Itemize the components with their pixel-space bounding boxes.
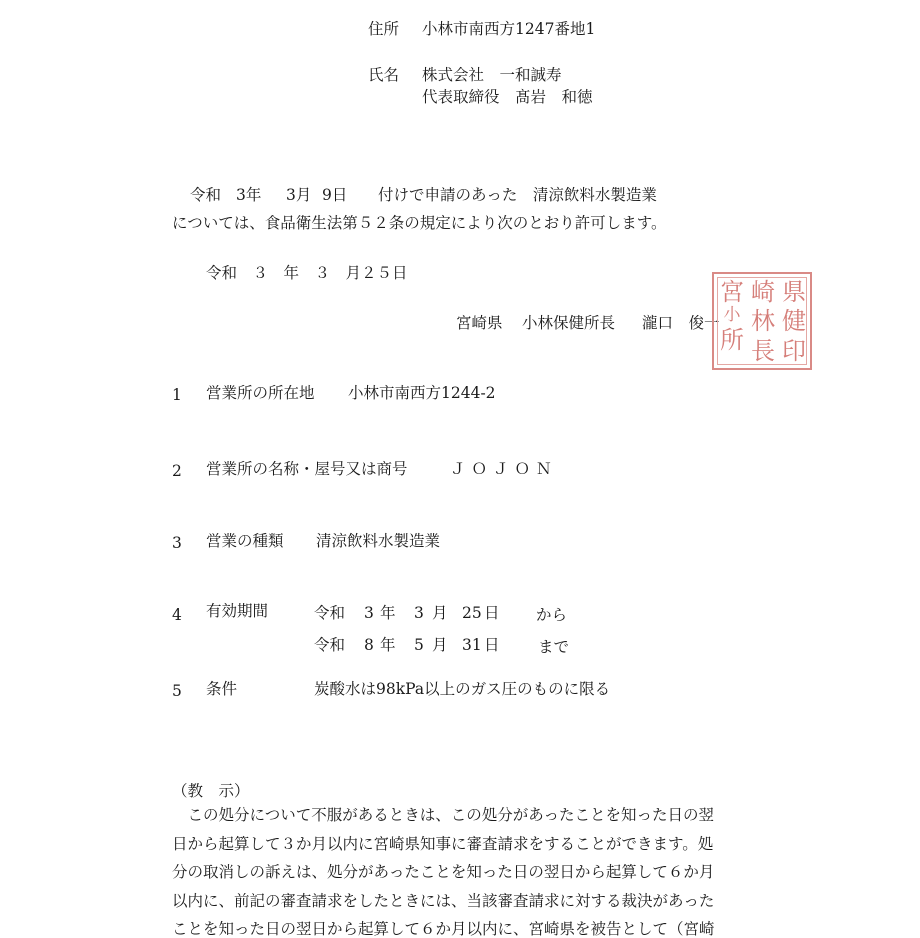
item-label: 営業所の所在地	[206, 384, 315, 402]
seal-char: 小	[723, 305, 741, 326]
notice-line: 以内に、前記の審査請求をしたときには、当該審査請求に対する裁決があった	[172, 891, 715, 910]
to-month-unit: 月	[432, 636, 448, 654]
name-label: 氏名	[368, 66, 400, 84]
seal-char: 所	[720, 326, 744, 354]
item-number: 4	[172, 606, 182, 624]
seal-char: 健	[782, 307, 806, 336]
item-number: 2	[172, 462, 182, 480]
seal-char: 宮	[720, 278, 744, 306]
application-month: 3月	[286, 186, 312, 204]
to-era: 令和	[314, 636, 346, 654]
item-number: 5	[172, 682, 182, 700]
from-day-unit: 日	[484, 604, 500, 622]
address-label: 住所	[368, 20, 400, 38]
to-suffix: まで	[538, 638, 570, 656]
item-number: 1	[172, 386, 182, 404]
application-year: 3年	[236, 186, 262, 204]
item-label: 有効期間	[206, 602, 269, 620]
from-month: 3	[414, 604, 424, 622]
to-day-unit: 日	[484, 636, 500, 654]
to-year: 8	[364, 636, 374, 654]
item-value: 小林市南西方1244-2	[348, 384, 496, 402]
notice-heading: （教 示）	[172, 782, 250, 800]
to-year-unit: 年	[380, 636, 396, 654]
notice-body	[172, 808, 772, 938]
seal-char: 長	[751, 336, 775, 365]
issuer-org: 宮崎県	[456, 314, 503, 332]
issue-date: 令和 ３ 年 ３ 月２５日	[206, 264, 408, 282]
issuer-name: 瀧口 俊一	[642, 314, 720, 332]
to-day: 31	[462, 636, 482, 654]
from-year-unit: 年	[380, 604, 396, 622]
address-value: 小林市南西方1247番地1	[422, 20, 596, 38]
notice-line: この処分について不服があるときは、この処分があったことを知った日の翌	[172, 806, 715, 824]
application-era: 令和	[190, 186, 222, 204]
from-day: 25	[462, 604, 482, 622]
item-value: ＪＯＪＯＮ	[450, 460, 558, 478]
item-value: 炭酸水は98kPa以上のガス圧のものに限る	[314, 680, 611, 698]
application-text-line2: については、食品衛生法第５２条の規定により次のとおり許可します。	[172, 214, 667, 232]
from-era: 令和	[314, 604, 346, 622]
seal-char: 県	[782, 278, 806, 306]
item-label: 条件	[206, 680, 238, 698]
application-text: 付けで申請のあった 清涼飲料水製造業	[378, 186, 657, 204]
from-suffix: から	[536, 606, 568, 624]
seal-char: 印	[782, 336, 806, 365]
item-value: 清涼飲料水製造業	[316, 532, 441, 550]
from-year: 3	[364, 604, 374, 622]
notice-line: 分の取消しの訴えは、処分があったことを知った日の翌日から起算して６か月	[172, 863, 715, 881]
item-number: 3	[172, 534, 182, 552]
application-day: 9日	[322, 186, 348, 204]
seal-char: 林	[751, 307, 775, 336]
company-name: 株式会社 一和誠寿	[422, 66, 562, 84]
official-seal-stamp	[712, 272, 812, 370]
representative-name: 代表取締役 髙岩 和徳	[422, 88, 593, 106]
item-label: 営業の種類	[206, 532, 284, 550]
notice-line: 日から起算して３か月以内に宮崎県知事に審査請求をすることができます。処	[172, 834, 714, 853]
to-month: 5	[414, 636, 424, 654]
notice-line: ことを知った日の翌日から起算して６か月以内に、宮崎県を被告として（宮崎	[172, 920, 715, 938]
seal-char: 崎	[751, 278, 775, 306]
issuer-title: 小林保健所長	[522, 314, 616, 332]
from-month-unit: 月	[432, 604, 448, 622]
item-label: 営業所の名称・屋号又は商号	[206, 460, 408, 478]
